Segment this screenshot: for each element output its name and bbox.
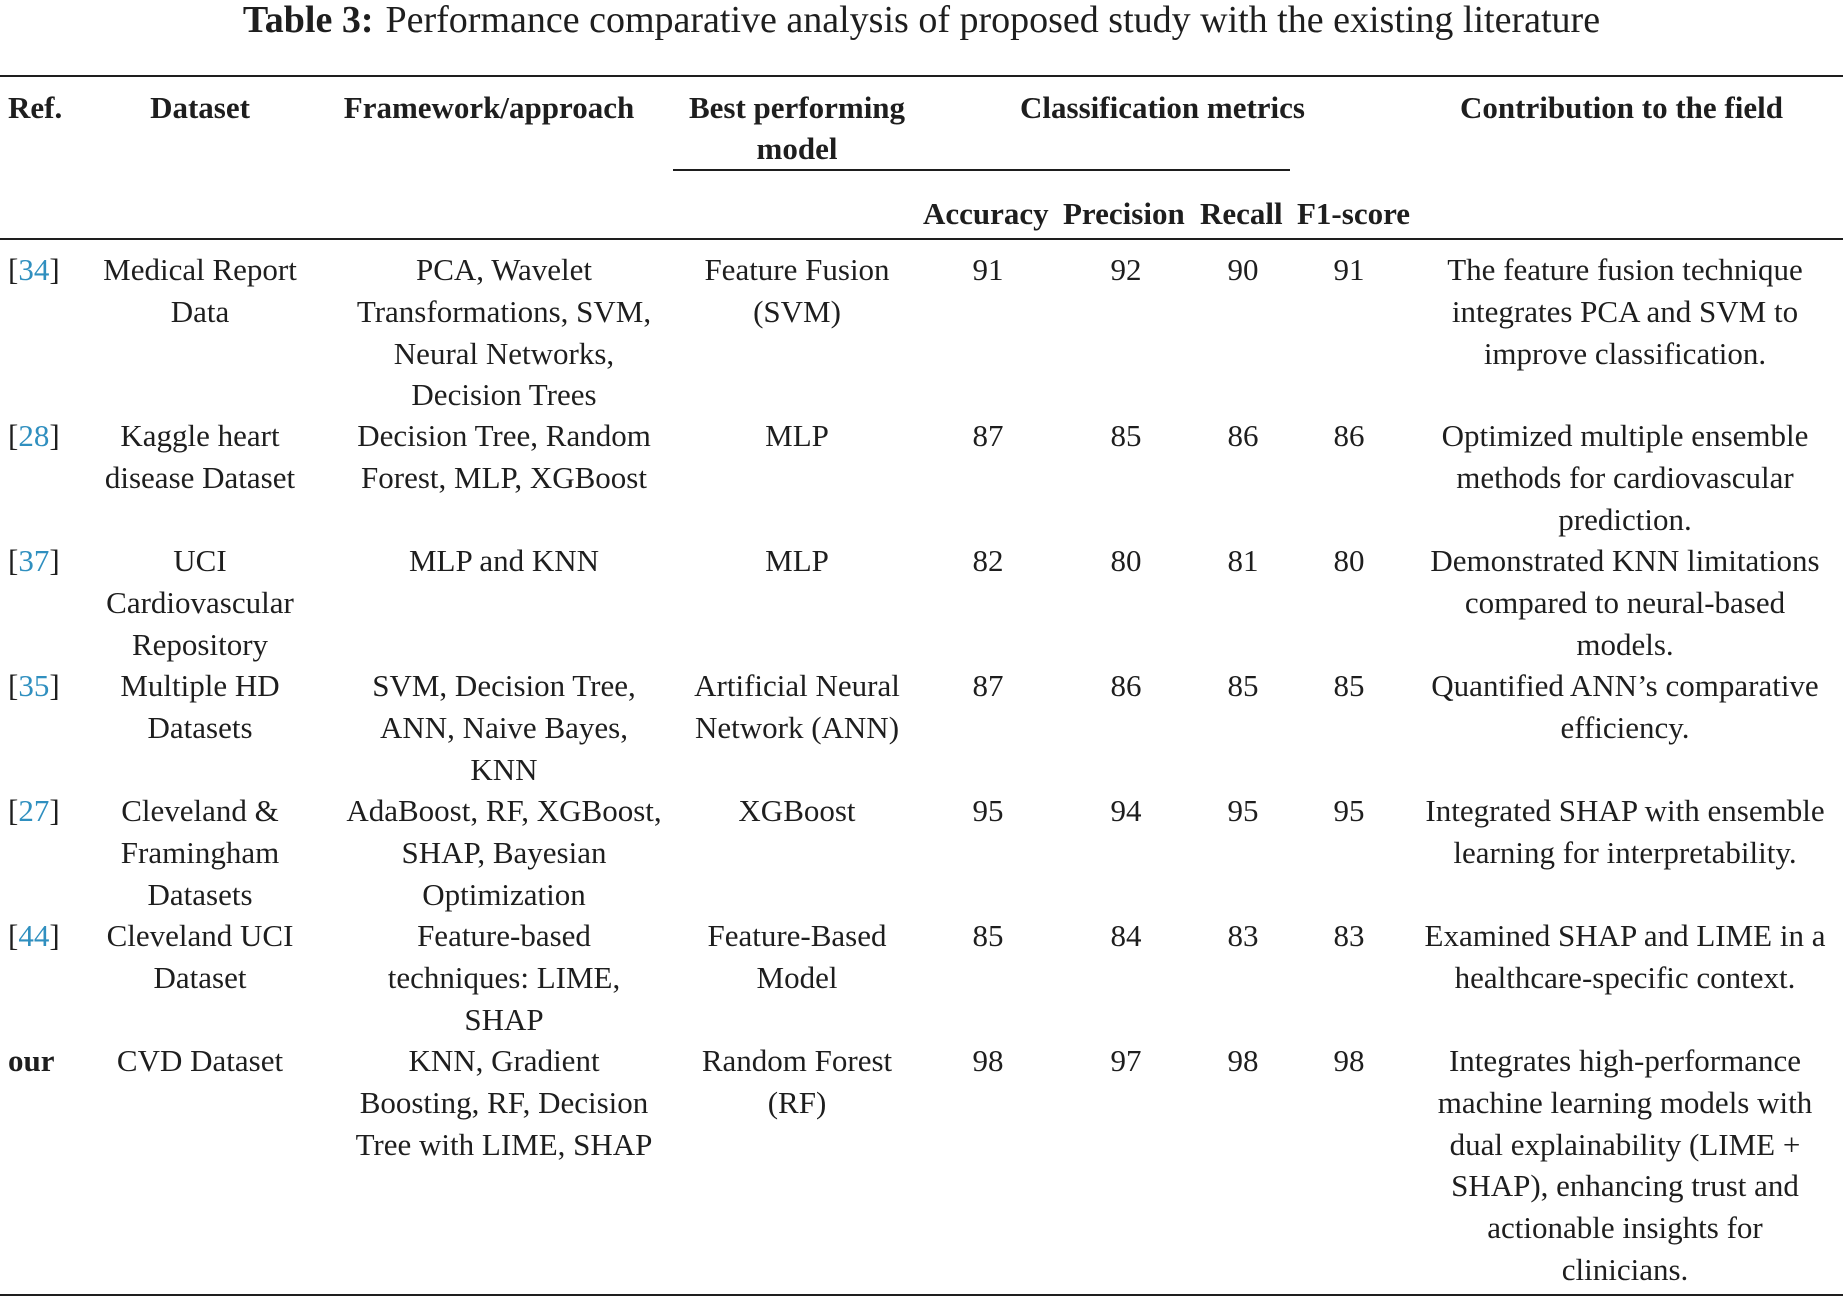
- accuracy-value: 87: [972, 668, 1004, 703]
- recall-value: 95: [1227, 793, 1259, 828]
- precision-value: 94: [1110, 793, 1142, 828]
- recall-value: 90: [1227, 252, 1259, 287]
- f1-value: 91: [1333, 252, 1365, 287]
- header-precision: Precision: [1063, 196, 1185, 231]
- best-model-cell: Feature Fusion: [704, 252, 890, 287]
- contribution-cell: Optimized multiple ensemble: [1441, 418, 1809, 453]
- framework-cell: Optimization: [422, 876, 586, 912]
- header-dataset: Dataset: [150, 90, 250, 125]
- recall-value: 83: [1227, 918, 1259, 953]
- header-best-model-line2: model: [756, 131, 838, 166]
- accuracy-value: 91: [972, 252, 1004, 287]
- best-model-cell: (SVM): [753, 293, 841, 329]
- header-best-model-line1: Best performing: [688, 90, 906, 125]
- dataset-cell: UCI: [173, 543, 227, 578]
- best-model-cell: MLP: [765, 543, 829, 578]
- contribution-cell: improve classification.: [1483, 335, 1767, 371]
- best-model-cell: XGBoost: [738, 793, 856, 828]
- best-model-cell: (RF): [767, 1084, 827, 1120]
- header-framework: Framework/approach: [343, 90, 635, 125]
- framework-cell: SHAP, Bayesian: [401, 834, 607, 870]
- framework-cell: SVM, Decision Tree,: [372, 668, 636, 703]
- header-f1-score: F1-score: [1297, 196, 1411, 231]
- best-model-cell: Random Forest: [701, 1043, 893, 1078]
- contribution-cell: Integrates high-performance: [1448, 1043, 1802, 1078]
- contribution-cell: healthcare-specific context.: [1454, 959, 1796, 995]
- citation-link[interactable]: [27]: [8, 793, 60, 828]
- framework-cell: Forest, MLP, XGBoost: [361, 459, 647, 495]
- citation-number[interactable]: 35: [18, 668, 50, 703]
- contribution-cell: models.: [1576, 626, 1674, 662]
- contribution-cell: learning for interpretability.: [1453, 834, 1797, 870]
- contribution-cell: integrates PCA and SVM to: [1451, 293, 1799, 329]
- header-accuracy: Accuracy: [923, 196, 1049, 231]
- f1-value: 95: [1333, 793, 1365, 828]
- bottom-rule: [0, 1294, 1843, 1296]
- contribution-cell: methods for cardiovascular: [1456, 459, 1794, 495]
- recall-value: 85: [1227, 668, 1259, 703]
- framework-cell: AdaBoost, RF, XGBoost,: [346, 793, 662, 828]
- f1-value: 98: [1333, 1043, 1365, 1078]
- citation-number[interactable]: 44: [18, 918, 50, 953]
- dataset-cell: Datasets: [147, 876, 253, 912]
- citation-number[interactable]: 28: [18, 418, 50, 453]
- header-rule: [0, 238, 1843, 240]
- dataset-cell: CVD Dataset: [116, 1043, 284, 1078]
- header-classification-metrics: Classification metrics: [1020, 90, 1305, 125]
- framework-cell: Neural Networks,: [393, 335, 615, 371]
- framework-cell: KNN, Gradient: [408, 1043, 600, 1078]
- caption-text: Performance comparative analysis of proposed study with the existing literature: [385, 0, 1601, 41]
- dataset-cell: Datasets: [147, 709, 253, 745]
- dataset-cell: Kaggle heart: [120, 418, 280, 453]
- precision-value: 97: [1110, 1043, 1142, 1078]
- contribution-cell: The feature fusion technique: [1447, 252, 1803, 287]
- contribution-cell: Demonstrated KNN limitations: [1430, 543, 1820, 578]
- contribution-cell: prediction.: [1558, 501, 1692, 537]
- accuracy-value: 85: [972, 918, 1004, 953]
- framework-cell: SHAP: [464, 1001, 544, 1037]
- ref-label: our: [8, 1043, 55, 1078]
- top-rule: [0, 75, 1843, 77]
- dataset-cell: disease Dataset: [104, 459, 296, 495]
- header-ref: Ref.: [8, 90, 63, 125]
- precision-value: 85: [1110, 418, 1142, 453]
- f1-value: 86: [1333, 418, 1365, 453]
- recall-value: 98: [1227, 1043, 1259, 1078]
- framework-cell: Boosting, RF, Decision: [359, 1084, 649, 1120]
- framework-cell: Decision Trees: [411, 377, 597, 413]
- contribution-cell: Examined SHAP and LIME in a: [1424, 918, 1826, 953]
- dataset-cell: Repository: [131, 626, 269, 662]
- dataset-cell: Medical Report: [103, 252, 297, 287]
- dataset-cell: Cardiovascular: [106, 584, 294, 620]
- contribution-cell: efficiency.: [1560, 709, 1690, 745]
- precision-value: 86: [1110, 668, 1142, 703]
- framework-cell: Transformations, SVM,: [356, 293, 652, 329]
- contribution-cell: dual explainability (LIME +: [1449, 1126, 1801, 1162]
- accuracy-value: 82: [972, 543, 1004, 578]
- contribution-cell: Quantified ANN’s comparative: [1431, 668, 1819, 703]
- citation-number[interactable]: 34: [18, 252, 50, 287]
- framework-cell: Feature-based: [417, 918, 591, 953]
- framework-cell: techniques: LIME,: [387, 959, 621, 995]
- precision-value: 92: [1110, 252, 1142, 287]
- contribution-cell: compared to neural-based: [1464, 584, 1786, 620]
- citation-number[interactable]: 27: [18, 793, 50, 828]
- framework-cell: ANN, Naive Bayes,: [380, 709, 628, 745]
- accuracy-value: 87: [972, 418, 1004, 453]
- framework-cell: MLP and KNN: [408, 543, 599, 578]
- accuracy-value: 98: [972, 1043, 1004, 1078]
- precision-value: 80: [1110, 543, 1142, 578]
- citation-link[interactable]: [35]: [8, 668, 60, 703]
- f1-value: 80: [1333, 543, 1365, 578]
- precision-value: 84: [1110, 918, 1142, 953]
- framework-cell: KNN: [470, 751, 538, 787]
- caption-label: Table 3:: [242, 0, 374, 41]
- citation-link[interactable]: [34]: [8, 252, 60, 287]
- best-model-cell: Artificial Neural: [694, 668, 900, 703]
- best-model-cell: Feature-Based: [707, 918, 887, 953]
- dataset-cell: Data: [170, 293, 230, 329]
- dataset-cell: Multiple HD: [120, 668, 280, 703]
- best-model-cell: Network (ANN): [694, 709, 900, 745]
- best-model-cell: Model: [756, 959, 838, 995]
- contribution-cell: SHAP), enhancing trust and: [1451, 1168, 1799, 1204]
- header-recall: Recall: [1200, 196, 1283, 231]
- contribution-cell: clinicians.: [1561, 1252, 1689, 1287]
- framework-cell: Tree with LIME, SHAP: [355, 1126, 653, 1162]
- header-contribution: Contribution to the field: [1460, 90, 1783, 125]
- f1-value: 85: [1333, 668, 1365, 703]
- table-caption: [0, 0, 1843, 42]
- f1-value: 83: [1333, 918, 1365, 953]
- dataset-cell: Framingham: [120, 834, 280, 870]
- contribution-cell: machine learning models with: [1437, 1084, 1813, 1120]
- best-model-cell: MLP: [765, 418, 829, 453]
- framework-cell: Decision Tree, Random: [357, 418, 651, 453]
- recall-value: 81: [1227, 543, 1259, 578]
- citation-link[interactable]: [37]: [8, 543, 60, 578]
- dataset-cell: Dataset: [153, 959, 247, 995]
- accuracy-value: 95: [972, 793, 1004, 828]
- recall-value: 86: [1227, 418, 1259, 453]
- framework-cell: PCA, Wavelet: [415, 252, 593, 287]
- citation-link[interactable]: [28]: [8, 418, 60, 453]
- metrics-group-rule: [673, 169, 1290, 171]
- citation-number[interactable]: 37: [18, 543, 50, 578]
- citation-link[interactable]: [44]: [8, 918, 60, 953]
- contribution-cell: actionable insights for: [1487, 1210, 1763, 1246]
- dataset-cell: Cleveland UCI: [106, 918, 294, 953]
- dataset-cell: Cleveland &: [121, 793, 279, 828]
- contribution-cell: Integrated SHAP with ensemble: [1425, 793, 1825, 828]
